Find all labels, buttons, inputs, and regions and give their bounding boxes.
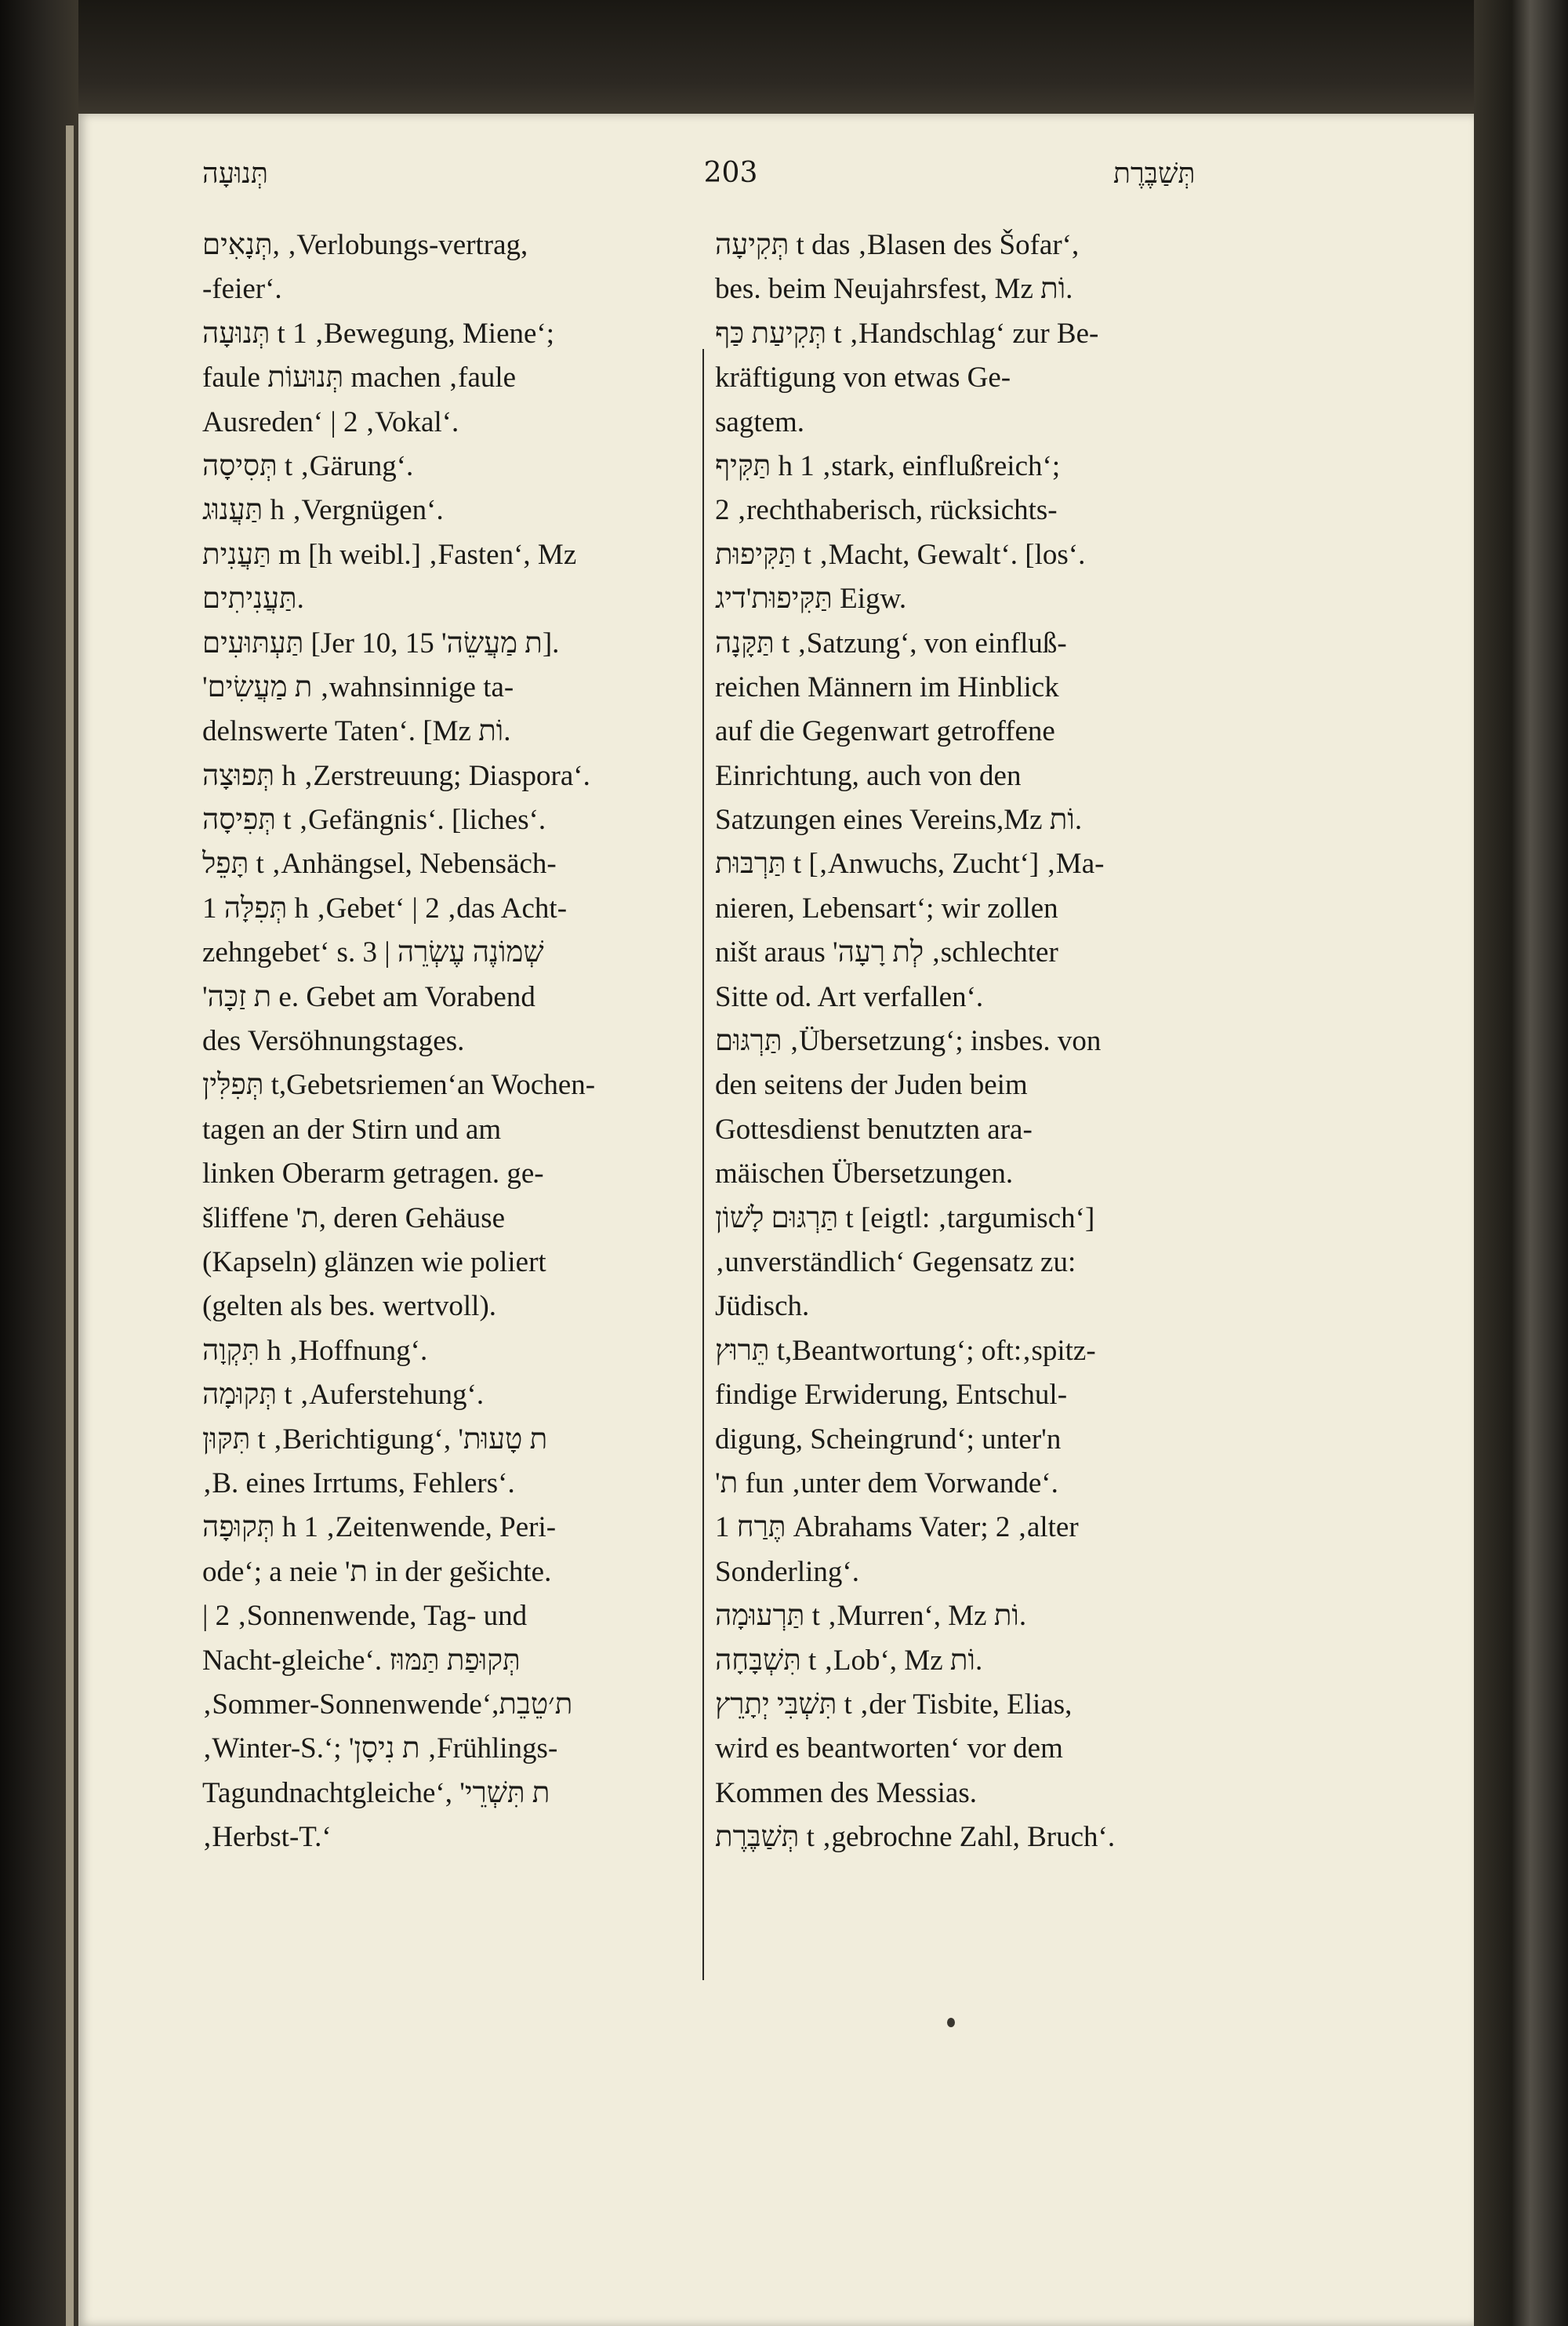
running-header [0, 157, 1568, 204]
left-column [202, 224, 681, 1859]
dictionary-line: תַּעֲנִיתִים. [202, 583, 304, 616]
dictionary-line: -feier‘. [202, 273, 282, 306]
page-number: 203 [703, 157, 758, 189]
dictionary-line: תְּשַׁבֶּרֶת t ‚gebrochne Zahl, Bruch‘. [715, 1821, 1116, 1854]
dictionary-line: Kommen des Messias. [715, 1776, 977, 1809]
dictionary-line: Tagundnachtgleiche‘, 'ת תִּשְׁרֵי [202, 1776, 550, 1809]
dictionary-line: תַּקִּיפוּת'דיג Eigw. [715, 583, 907, 616]
dictionary-line: תְּקוּמָה t ‚Auferstehung‘. [202, 1379, 485, 1412]
dictionary-line: Gottesdienst benutzten ara- [715, 1113, 1033, 1146]
dictionary-line: תְּנָאִים, ‚Verlobungs-vertrag, [202, 229, 528, 261]
dictionary-line: ‚Winter-S.‘; 'ת נִיסָן ‚Frühlings- [202, 1732, 558, 1765]
dictionary-line: delnswerte Taten‘. [Mz וֹת. [202, 715, 511, 748]
dictionary-line: תַּקִּיף h 1 ‚stark, einflußreich‘; [715, 449, 1061, 482]
book-edge [1474, 0, 1568, 2326]
dictionary-line: תֵּרוּץ t,Beantwortung‘; oft:‚spitz- [715, 1334, 1096, 1367]
dictionary-line: linken Oberarm getragen. ge- [202, 1158, 544, 1190]
dictionary-line: (gelten als bes. wertvoll). [202, 1290, 497, 1323]
dictionary-line: 2 ‚rechthaberisch, rücksichts- [715, 494, 1058, 527]
dictionary-line: Satzungen eines Vereins,Mz וֹת. [715, 804, 1083, 837]
dictionary-line: tagen an der Stirn und am [202, 1113, 502, 1146]
dictionary-line: Jüdisch. [715, 1290, 810, 1323]
dictionary-line: 'ת מַעֲשִׂים ‚wahnsinnige ta- [202, 671, 514, 703]
facing-page-edge [66, 125, 74, 2326]
header-left-catchword: תְּנוּעָה [202, 158, 268, 190]
dictionary-line: תְּקִיעָה t das ‚Blasen des Šofar‘, [715, 229, 1080, 261]
dictionary-line: תִּקּוּן t ‚Berichtigung‘, 'ת טָעוּת [202, 1423, 548, 1456]
dictionary-line: Ausreden‘ | 2 ‚Vokal‘. [202, 405, 459, 438]
dictionary-line: zehngebet‘ s. שְׁמוֹנֶה עֶשְׂרֵה | 3 [202, 936, 544, 969]
dictionary-line: sagtem. [715, 405, 805, 438]
dictionary-line: תְּסִיסָה t ‚Gärung‘. [202, 449, 414, 482]
dictionary-line: Nacht-gleiche‘. תְּקוּפַת תַּמּוּז [202, 1644, 521, 1677]
dictionary-line: Sitte od. Art verfallen‘. [715, 980, 984, 1013]
dictionary-line: תַּרְגּוּם לָשׁוֹן t [eigtl: ‚targumisch‘] [715, 1201, 1095, 1234]
dictionary-line: תַּקָּנָה t ‚Satzung‘, von einfluß- [715, 627, 1067, 660]
dictionary-line: ‚B. eines Irrtums, Fehlers‘. [202, 1466, 515, 1499]
dictionary-line: תִּשְׁבִּי יְתָרֵץ t ‚der Tisbite, Elias, [715, 1688, 1073, 1721]
dictionary-line: תִּשְׁבָּחָה t ‚Lob‘, Mz וֹת. [715, 1644, 983, 1677]
dictionary-line: תְּפִיסָה t ‚Gefängnis‘. [liches‘. [202, 804, 546, 837]
dictionary-line: des Versöhnungstages. [202, 1025, 465, 1058]
dictionary-line: תַּעֲנוּג h ‚Vergnügen‘. [202, 494, 444, 527]
dictionary-line: תַּרְגּוּם ‚Übersetzung‘; insbes. von [715, 1025, 1102, 1058]
right-column [715, 224, 1209, 1859]
dictionary-line: Sonderling‘. [715, 1555, 859, 1588]
dictionary-line: 'ת זַכָּה e. Gebet am Vorabend [202, 980, 535, 1013]
dictionary-line: תָּפֵל t ‚Anhängsel, Nebensäch- [202, 848, 557, 881]
column-divider [702, 349, 704, 1980]
dictionary-line: תַּרְעוּמָה t ‚Murren‘, Mz וֹת. [715, 1600, 1027, 1633]
dictionary-line: nieren, Lebensart‘; wir zollen [715, 892, 1058, 925]
dictionary-line: Einrichtung, auch von den [715, 759, 1022, 792]
dictionary-line: תַּקִּיפוּת t ‚Macht, Gewalt‘. [los‘. [715, 538, 1086, 571]
dictionary-line: kräftigung von etwas Ge- [715, 362, 1011, 394]
ink-mark [947, 2018, 955, 2027]
dictionary-line: תְּקוּפָה h 1 ‚Zeitenwende, Peri- [202, 1511, 557, 1544]
dictionary-line: תִּקְוָה h ‚Hoffnung‘. [202, 1334, 428, 1367]
dictionary-line: wird es beantworten‘ vor dem [715, 1732, 1063, 1765]
dictionary-line: תְּנוּעָה t 1 ‚Bewegung, Miene‘; [202, 317, 555, 350]
dictionary-line: תְּפִלָּה 1 h ‚Gebet‘ | 2 ‚das Acht- [202, 892, 568, 925]
dictionary-line: ‚unverständlich‘ Gegensatz zu: [715, 1245, 1076, 1278]
dictionary-line: ode‘; a neie 'ת in der gešichte. [202, 1555, 552, 1588]
dictionary-line: תְּפוּצָה h ‚Zerstreuung; Diaspora‘. [202, 759, 590, 792]
header-right-catchword: תְּשַׁבֶּרֶת [1113, 158, 1196, 190]
scan-top-border [0, 0, 1568, 118]
dictionary-line: תְּקִיעַת כַּף t ‚Handschlag‘ zur Be- [715, 317, 1099, 350]
dictionary-line: findige Erwiderung, Entschul- [715, 1379, 1068, 1412]
dictionary-line: reichen Männern im Hinblick [715, 671, 1059, 703]
dictionary-line: bes. beim Neujahrsfest, Mz וֹת. [715, 273, 1073, 306]
dictionary-line: šliffene 'ת, deren Gehäuse [202, 1201, 506, 1234]
dictionary-line: den seitens der Juden beim [715, 1069, 1028, 1102]
dictionary-line: | 2 ‚Sonnenwende, Tag- und [202, 1600, 528, 1633]
dictionary-line: auf die Gegenwart getroffene [715, 715, 1055, 748]
dictionary-line: mäischen Übersetzungen. [715, 1158, 1014, 1190]
dictionary-line: 'ת fun ‚unter dem Vorwande‘. [715, 1466, 1058, 1499]
dictionary-line: תַּעֲנִית m [h weibl.] ‚Fasten‘, Mz [202, 538, 577, 571]
dictionary-line: digung, Scheingrund‘; unter'n [715, 1423, 1062, 1456]
dictionary-line: תַּרְבּוּת t [‚Anwuchs, Zucht‘] ‚Ma- [715, 848, 1105, 881]
dictionary-line: תַּעְתּוּעִים [Jer 10, 15 'ת מַעֲשֵׂה]. [202, 627, 560, 660]
dictionary-line: ‚Herbst-T.‘ [202, 1821, 332, 1854]
dictionary-line: faule תְּנוּעוֹת machen ‚faule [202, 362, 517, 394]
dictionary-line: ‚Sommer-Sonnenwende‘,ת׳טֵבֵת [202, 1688, 573, 1721]
dictionary-line: (Kapseln) glänzen wie poliert [202, 1245, 546, 1278]
dictionary-line: ništ araus 'לְת רָעָה ‚schlechter [715, 936, 1058, 969]
dictionary-line: תֶּרַח 1 Abrahams Vater; 2 ‚alter [715, 1511, 1079, 1544]
dictionary-line: תְּפִלִּין t,Gebetsriemen‘an Wochen- [202, 1069, 596, 1102]
